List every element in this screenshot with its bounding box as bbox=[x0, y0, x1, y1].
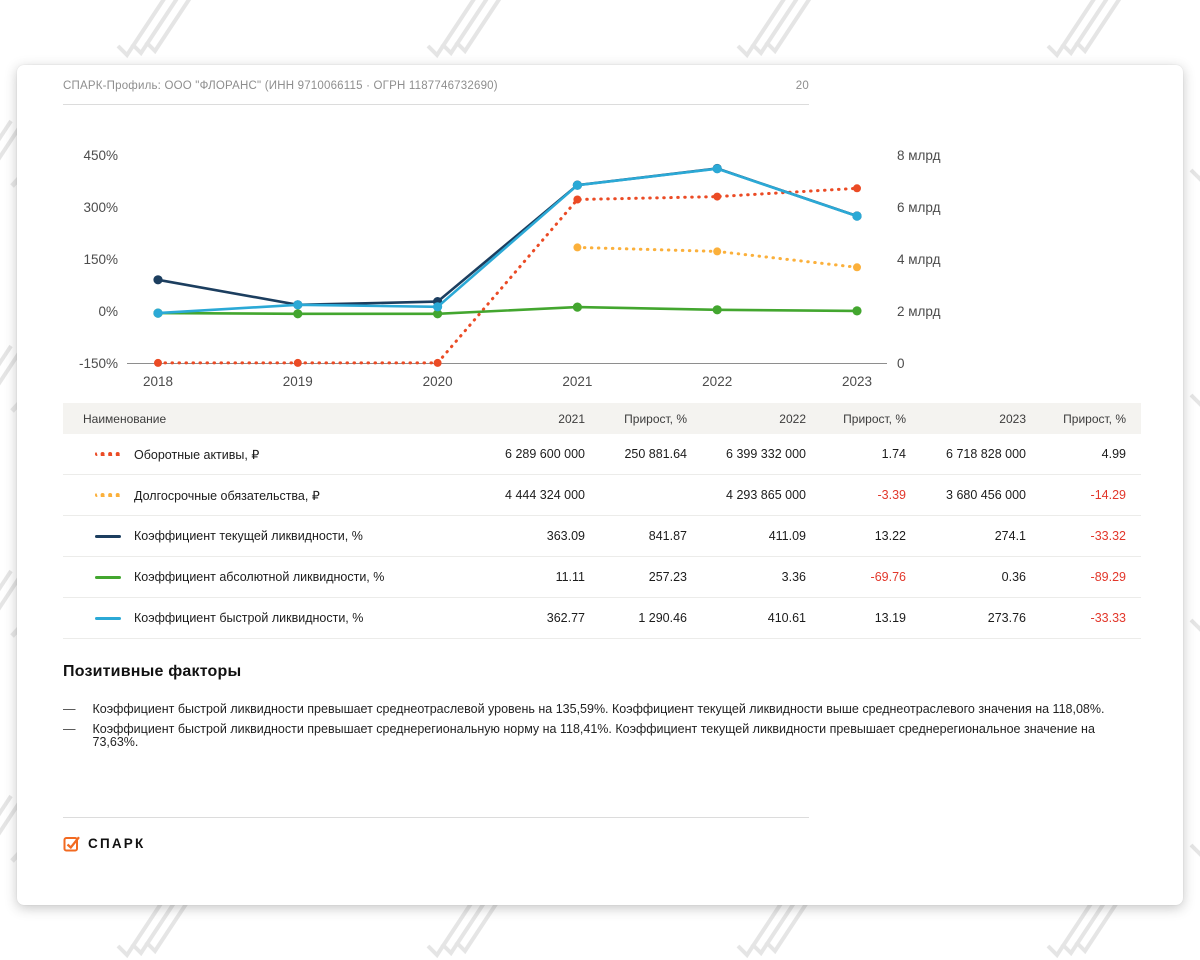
data-point bbox=[153, 275, 162, 284]
factor-text: Коэффициент быстрой ликвидности превышает среднерегиональную норму на 118,41%. Коэффициент текущей ликвидности превышает среднерегиональное значение на 73,63%. bbox=[92, 722, 1095, 750]
table-cell: 6 399 332 000 bbox=[726, 447, 806, 461]
series-swatch bbox=[95, 617, 121, 620]
table-cell: 11.11 bbox=[555, 570, 585, 584]
series-line bbox=[158, 169, 857, 305]
right-axis-tick: 4 млрд bbox=[897, 252, 941, 267]
table-cell: 273.76 bbox=[987, 611, 1026, 625]
left-axis-tick: 450% bbox=[83, 148, 118, 163]
table-cell: -33.32 bbox=[1090, 529, 1126, 543]
table-cell: -14.29 bbox=[1090, 488, 1126, 502]
table-cell: 4 444 324 000 bbox=[505, 488, 585, 502]
data-point bbox=[853, 263, 861, 271]
x-axis-tick: 2023 bbox=[841, 374, 873, 389]
document-title: СПАРК-Профиль: ООО "ФЛОРАНС" (ИНН 9710066115 · ОГРН 1187746732690) bbox=[63, 80, 498, 92]
column-header: Прирост, % bbox=[624, 411, 687, 426]
series-swatch bbox=[95, 452, 121, 456]
positive-factors-section bbox=[63, 663, 1143, 749]
indicators-table bbox=[63, 403, 1141, 639]
data-point bbox=[293, 309, 302, 318]
data-point bbox=[573, 303, 582, 312]
data-point bbox=[852, 306, 861, 315]
report-page bbox=[17, 65, 1183, 905]
spark-checkbox-icon bbox=[63, 834, 82, 853]
bullet-dash: — bbox=[63, 702, 76, 716]
liquidity-chart bbox=[63, 128, 943, 398]
series-swatch bbox=[95, 576, 121, 579]
table-cell: 411.09 bbox=[768, 529, 806, 543]
column-header: Прирост, % bbox=[1063, 411, 1126, 426]
left-axis-tick: 150% bbox=[83, 252, 118, 267]
right-axis-tick: 2 млрд bbox=[897, 304, 941, 319]
table-cell: 363.09 bbox=[546, 529, 585, 543]
table-cell: 410.61 bbox=[767, 611, 806, 625]
series-line bbox=[158, 188, 857, 363]
series-swatch bbox=[95, 493, 121, 497]
table-cell: 362.77 bbox=[546, 611, 585, 625]
table-row bbox=[63, 475, 1141, 516]
data-point bbox=[294, 359, 302, 367]
data-point bbox=[713, 305, 722, 314]
table-cell: 13.19 bbox=[874, 611, 906, 625]
table-cell: 0.36 bbox=[1001, 570, 1026, 584]
column-header: 2022 bbox=[779, 411, 806, 426]
table-row bbox=[63, 434, 1141, 475]
spark-brand-text: СПАРК bbox=[88, 836, 146, 852]
footer-divider bbox=[63, 817, 809, 818]
series-swatch bbox=[95, 535, 121, 538]
data-point bbox=[154, 359, 162, 367]
data-point bbox=[713, 164, 722, 173]
series-label: Долгосрочные обязательства, ₽ bbox=[134, 488, 320, 503]
table-header-row bbox=[63, 403, 1141, 434]
column-header: 2021 bbox=[558, 411, 585, 426]
table-cell: -89.29 bbox=[1090, 570, 1126, 584]
document-header bbox=[63, 65, 809, 105]
right-axis-tick: 0 bbox=[897, 356, 905, 371]
table-cell: -69.76 bbox=[870, 570, 906, 584]
column-header: 2023 bbox=[999, 411, 1026, 426]
table-cell: 274.1 bbox=[994, 529, 1026, 543]
table-row bbox=[63, 557, 1141, 598]
table-cell: 3.36 bbox=[781, 570, 806, 584]
factor-text: Коэффициент быстрой ликвидности превышает среднеотраслевой уровень на 135,59%. Коэффициент текущей ликвидности выше среднеотраслевого значения на 118,08%. bbox=[92, 702, 1105, 716]
data-point bbox=[573, 243, 581, 251]
table-cell: 1.74 bbox=[881, 447, 906, 461]
table-cell: -3.39 bbox=[877, 488, 906, 502]
data-point bbox=[293, 300, 302, 309]
table-cell: 257.23 bbox=[648, 570, 687, 584]
table-cell: 841.87 bbox=[648, 529, 687, 543]
factor-item bbox=[63, 723, 1143, 749]
series-label: Оборотные активы, ₽ bbox=[134, 447, 260, 462]
page-number: 20 bbox=[795, 80, 809, 92]
left-axis-tick: 300% bbox=[83, 200, 118, 215]
series-label: Коэффициент абсолютной ликвидности, % bbox=[134, 570, 385, 584]
table-cell: 1 290.46 bbox=[638, 611, 687, 625]
x-axis-tick: 2021 bbox=[562, 374, 593, 389]
right-axis-tick: 6 млрд bbox=[897, 200, 941, 215]
table-cell: 13.22 bbox=[874, 529, 906, 543]
data-point bbox=[713, 247, 721, 255]
column-header: Прирост, % bbox=[843, 411, 906, 426]
table-cell: 4.99 bbox=[1101, 447, 1126, 461]
positive-factors-list bbox=[63, 703, 1143, 749]
table-cell: -33.33 bbox=[1090, 611, 1126, 625]
data-point bbox=[434, 359, 442, 367]
table-cell: 6 718 828 000 bbox=[946, 447, 1026, 461]
right-axis-tick: 8 млрд bbox=[897, 148, 941, 163]
table-cell: 3 680 456 000 bbox=[946, 488, 1026, 502]
x-axis-tick: 2018 bbox=[142, 374, 174, 389]
series-line bbox=[158, 169, 857, 313]
x-axis-tick: 2020 bbox=[422, 374, 453, 389]
table-row bbox=[63, 598, 1141, 639]
series-label: Коэффициент текущей ликвидности, % bbox=[134, 529, 363, 543]
data-point bbox=[853, 184, 861, 192]
x-axis-tick: 2022 bbox=[702, 374, 733, 389]
spark-logo bbox=[63, 834, 1183, 853]
data-point bbox=[433, 302, 442, 311]
left-axis-tick: -150% bbox=[78, 356, 118, 371]
positive-factors-title: Позитивные факторы bbox=[63, 663, 242, 680]
table-cell: 6 289 600 000 bbox=[505, 447, 585, 461]
column-header: Наименование bbox=[83, 411, 167, 426]
table-row bbox=[63, 516, 1141, 557]
data-point bbox=[573, 181, 582, 190]
x-axis-tick: 2019 bbox=[282, 374, 313, 389]
table-cell: 4 293 865 000 bbox=[726, 488, 806, 502]
factor-item bbox=[63, 703, 1143, 716]
left-axis-tick: 0% bbox=[98, 304, 118, 319]
data-point bbox=[852, 212, 861, 221]
data-point bbox=[153, 309, 162, 318]
series-label: Коэффициент быстрой ликвидности, % bbox=[134, 611, 364, 625]
table-cell: 250 881.64 bbox=[624, 447, 687, 461]
data-point bbox=[573, 196, 581, 204]
data-point bbox=[713, 193, 721, 201]
bullet-dash: — bbox=[63, 722, 76, 737]
